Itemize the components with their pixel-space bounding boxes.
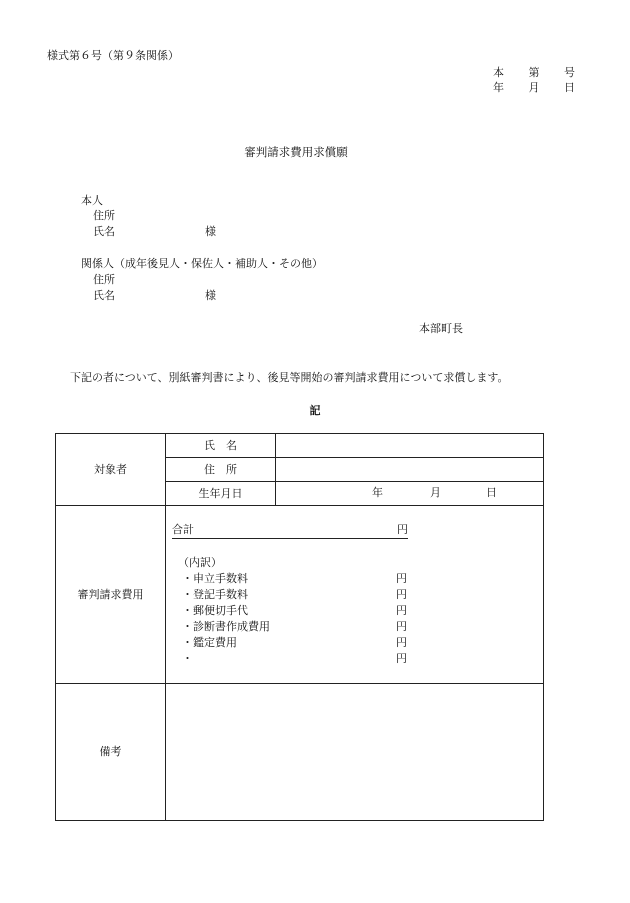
name-field[interactable] [276, 434, 544, 458]
cost-detail-cell[interactable] [166, 506, 544, 684]
subject-label: 対象者 [56, 434, 166, 506]
table-row [56, 506, 544, 684]
document-date-year: 年 [493, 81, 504, 94]
document-date-month: 月 [528, 81, 540, 94]
breakdown-yen: 円 [396, 588, 407, 601]
form-number: 様式第６号（第９条関係） [47, 49, 179, 62]
document-title: 審判請求費用求償願 [244, 145, 348, 159]
address-field[interactable] [276, 458, 544, 482]
total-line [172, 523, 408, 539]
principal-name-label: 氏名 [93, 225, 115, 238]
related-person-heading: 関係人（成年後見人・保佐人・補助人・その他） [81, 257, 323, 270]
total-label: 合計 [172, 523, 194, 536]
breakdown-item-other: ・ [182, 652, 193, 665]
breakdown-yen: 円 [396, 652, 407, 665]
breakdown-item-postage: ・郵便切手代 [182, 604, 248, 617]
table-row [56, 684, 544, 821]
document-date-line [493, 81, 575, 95]
body-text: 下記の者について、別紙審判書により、後見等開始の審判請求費用について求償します。 [70, 371, 509, 384]
ki-heading: 記 [309, 404, 321, 417]
breakdown-yen: 円 [396, 572, 407, 585]
breakdown-yen: 円 [396, 604, 407, 617]
related-person-honorific: 様 [205, 289, 216, 302]
dob-month-label: 月 [430, 486, 441, 499]
principal-honorific: 様 [205, 225, 216, 238]
breakdown-label: （内訳） [178, 556, 222, 569]
related-person-address-label: 住所 [93, 273, 115, 286]
breakdown-item-appraisal: ・鑑定費用 [182, 636, 237, 649]
addressee: 本部町長 [419, 322, 463, 335]
address-label: 住 所 [166, 458, 276, 482]
breakdown-item-medical-certificate: ・診断書作成費用 [182, 620, 270, 633]
breakdown-item-registration-fee: ・登記手数料 [182, 588, 248, 601]
remarks-label: 備考 [56, 684, 166, 821]
document-number-go: 号 [564, 66, 575, 79]
document-date-day: 日 [564, 81, 575, 94]
principal-address-label: 住所 [93, 209, 115, 222]
principal-heading: 本人 [81, 194, 103, 207]
remarks-field[interactable] [166, 684, 544, 821]
document-number-line [493, 66, 575, 80]
dob-year-label: 年 [372, 486, 383, 499]
document-number-dai: 第 [528, 66, 540, 79]
dob-label: 生年月日 [166, 482, 276, 506]
request-table [55, 433, 544, 821]
name-label: 氏 名 [166, 434, 276, 458]
table-row [56, 434, 544, 458]
breakdown-yen: 円 [396, 620, 407, 633]
related-person-name-label: 氏名 [93, 289, 115, 302]
dob-field[interactable] [276, 482, 544, 506]
document-number-prefix: 本 [493, 66, 504, 79]
breakdown-item-filing-fee: ・申立手数料 [182, 572, 248, 585]
dob-day-label: 日 [486, 486, 497, 499]
cost-label: 審判請求費用 [56, 506, 166, 684]
breakdown-yen: 円 [396, 636, 407, 649]
total-yen: 円 [397, 523, 408, 536]
